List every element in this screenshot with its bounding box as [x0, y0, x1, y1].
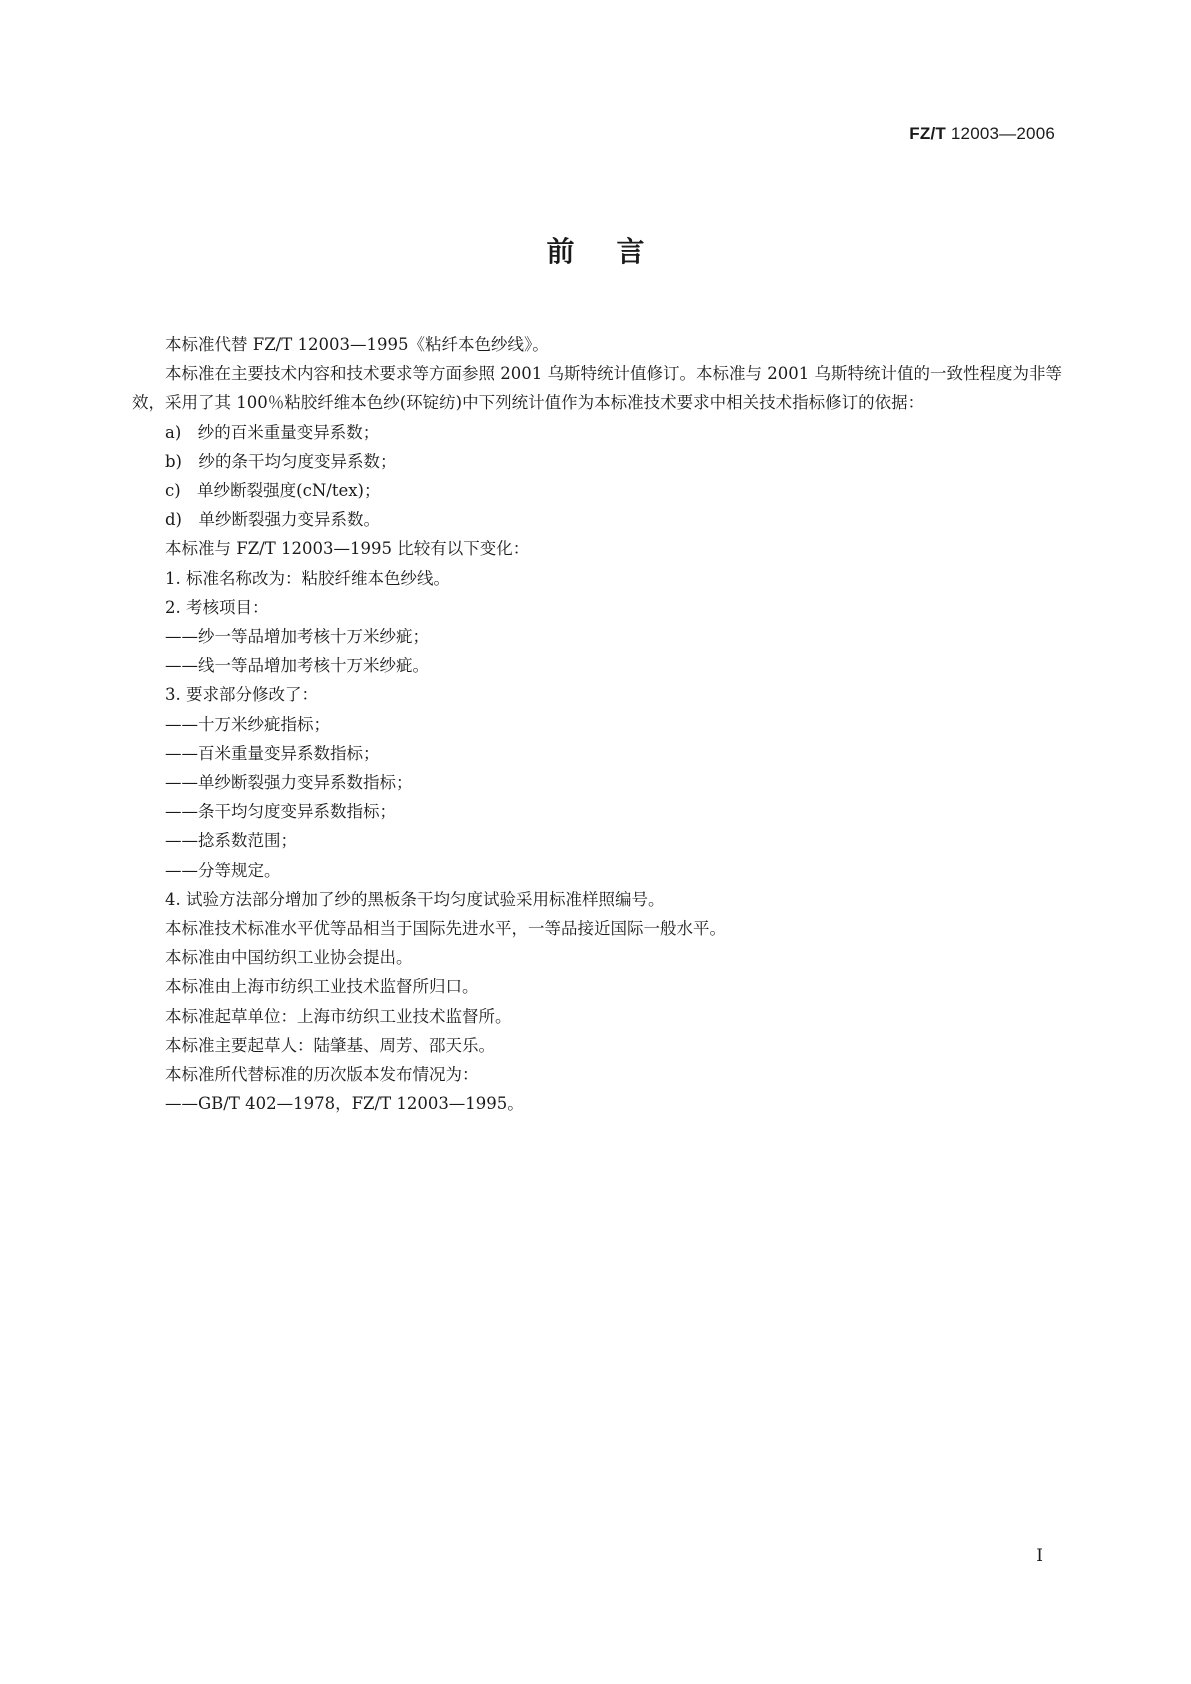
change-3: 3. 要求部分修改了：	[165, 685, 318, 705]
closing-history-versions: ——GB/T 402—1978，FZ/T 12003—1995。	[165, 1094, 524, 1114]
changes-intro: 本标准与 FZ/T 12003—1995 比较有以下变化：	[165, 539, 530, 559]
standard-code-number: 12003—2006	[945, 124, 1055, 143]
basis-item-b: b) 纱的条干均匀度变异系数；	[165, 451, 397, 471]
change-2-item: ——线一等品增加考核十万米纱疵。	[165, 656, 429, 676]
standard-code	[909, 124, 1055, 144]
closing-centralized: 本标准由上海市纺织工业技术监督所归口。	[165, 977, 479, 997]
closing-drafters: 本标准主要起草人：陆肇基、周芳、邵天乐。	[165, 1035, 495, 1055]
basis-item-a: a) 纱的百米重量变异系数；	[165, 422, 380, 442]
closing-proposer: 本标准由中国纺织工业协会提出。	[165, 948, 413, 968]
change-3-item: ——条干均匀度变异系数指标；	[165, 802, 396, 822]
change-3-item: ——十万米纱疵指标；	[165, 714, 330, 734]
change-2-item: ——纱一等品增加考核十万米纱疵；	[165, 627, 429, 647]
change-3-item: ——分等规定。	[165, 860, 281, 880]
basis-item-c: c) 单纱断裂强度(cN/tex)；	[165, 481, 381, 501]
intro-replace: 本标准代替 FZ/T 12003—1995《粘纤本色纱线》。	[165, 335, 549, 354]
basis-item-d: d) 单纱断裂强力变异系数。	[165, 510, 380, 530]
closing-history-intro: 本标准所代替标准的历次版本发布情况为：	[165, 1065, 479, 1085]
intro-reference: 本标准在主要技术内容和技术要求等方面参照 2001 乌斯特统计值修订。本标准与 2001 乌斯特统计值的一致性程度为非等效，采用了其 100％粘胶纤维本色纱(环锭纺)中下列统计值作为本标准技术要求中相关技术指标修订的依据：	[132, 364, 1062, 413]
change-3-item: ——百米重量变异系数指标；	[165, 743, 380, 763]
change-2: 2. 考核项目：	[165, 597, 269, 617]
change-3-item: ——捻系数范围；	[165, 831, 297, 851]
standard-code-prefix: FZ/T	[909, 124, 946, 143]
closing-level: 本标准技术标准水平优等品相当于国际先进水平，一等品接近国际一般水平。	[165, 919, 726, 939]
change-3-item: ——单纱断裂强力变异系数指标；	[165, 773, 413, 793]
page-title: 前言	[546, 235, 687, 268]
change-4: 4. 试验方法部分增加了纱的黑板条干均匀度试验采用标准样照编号。	[165, 889, 665, 909]
closing-drafting-unit: 本标准起草单位：上海市纺织工业技术监督所。	[165, 1006, 512, 1026]
foreword-body	[132, 330, 1062, 1118]
page-number: I	[1036, 1546, 1043, 1566]
change-1: 1. 标准名称改为：粘胶纤维本色纱线。	[165, 568, 450, 588]
